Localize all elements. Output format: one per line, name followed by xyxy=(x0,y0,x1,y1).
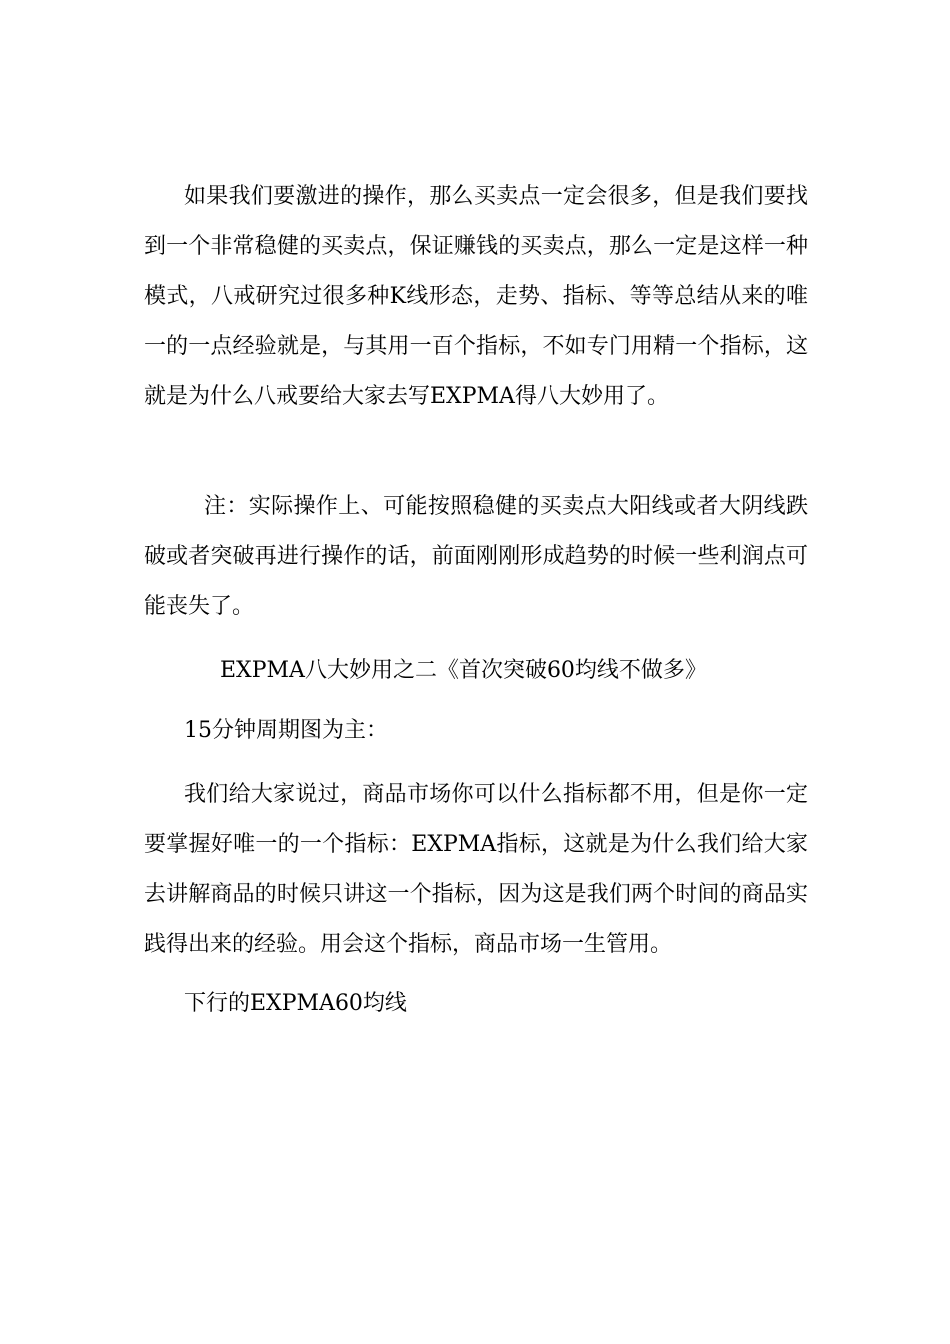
body-paragraph-2 xyxy=(144,770,808,970)
note-paragraph xyxy=(144,482,808,632)
note-text: 注：实际操作上、可能按照稳健的买卖点大阳线或者大阴线跌破或者突破再进行操作的话，前面刚刚形成趋势的时候一些利润点可能丧失了。 xyxy=(144,494,808,619)
subheading-period: 15分钟周期图为主： xyxy=(184,718,388,743)
section-heading: EXPMA八大妙用之二《首次突破60均线不做多》 xyxy=(220,658,707,683)
subheading-expma60: 下行的EXPMA60均线 xyxy=(184,991,407,1016)
paragraph-text: 我们给大家说过，商品市场你可以什么指标都不用，但是你一定要掌握好唯一的一个指标：EXPMA指标，这就是为什么我们给大家去讲解商品的时候只讲这一个指标，因为这是我们两个时间的商品实践得出来的经验。用会这个指标，商品市场一生管用。 xyxy=(144,782,808,957)
body-paragraph-1 xyxy=(144,172,808,422)
paragraph-text: 如果我们要激进的操作，那么买卖点一定会很多，但是我们要找到一个非常稳健的买卖点，保证赚钱的买卖点，那么一定是这样一种模式，八戒研究过很多种K线形态，走势、指标、等等总结从来的唯一的一点经验就是，与其用一百个指标，不如专门用精一个指标，这就是为什么八戒要给大家去写EXPMA得八大妙用了。 xyxy=(144,184,808,409)
